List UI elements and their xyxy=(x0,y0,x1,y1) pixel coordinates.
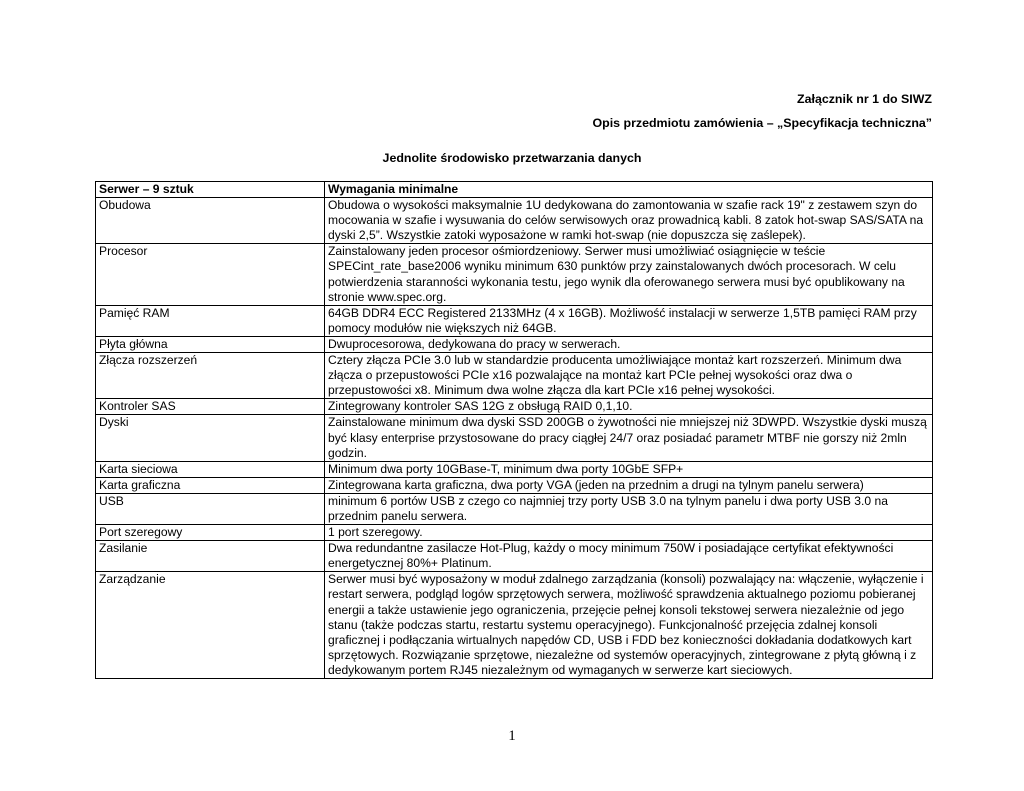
column-header-component: Serwer – 9 sztuk xyxy=(96,182,325,198)
row-name-cell: Procesor xyxy=(96,244,325,305)
row-name-cell: Kontroler SAS xyxy=(96,399,325,415)
table-row xyxy=(96,461,933,477)
row-name-cell: Karta sieciowa xyxy=(96,461,325,477)
table-row xyxy=(96,399,933,415)
table-row xyxy=(96,305,933,336)
row-requirement-cell: Zintegrowany kontroler SAS 12G z obsługą RAID 0,1,10. xyxy=(325,399,933,415)
row-requirement-cell: Cztery złącza PCIe 3.0 lub w standardzie producenta umożliwiające montaż kart rozszerzeń. Minimum dwa złącza o przepustowości PCIe x16 pozwalające na montaż kart PCIe pełnej wysokości oraz dwa o przepustowości x8. Minimum dwa wolne złącza dla kart PCIe x16 pełnej wysokości. xyxy=(325,353,933,399)
row-requirement-cell: 1 port szeregowy. xyxy=(325,525,933,541)
row-name-cell: Złącza rozszerzeń xyxy=(96,353,325,399)
row-requirement-cell: Zainstalowane minimum dwa dyski SSD 200GB o żywotności nie mniejszej niż 3DWPD. Wszystkie dyski muszą być klasy enterprise przystosowane do pracy ciągłej 24/7 oraz posiadać parametr MTBF nie gorszy niż 2mln godzin. xyxy=(325,415,933,461)
row-name-cell: Obudowa xyxy=(96,198,325,244)
table-row xyxy=(96,353,933,399)
page-number: 1 xyxy=(508,728,516,744)
table-row xyxy=(96,415,933,461)
table-row xyxy=(96,541,933,572)
row-name-cell: USB xyxy=(96,493,325,524)
document-subtitle: Jednolite środowisko przetwarzania danych xyxy=(382,151,642,165)
row-name-cell: Dyski xyxy=(96,415,325,461)
table-row xyxy=(96,244,933,305)
table-row xyxy=(96,336,933,352)
table-row xyxy=(96,572,933,679)
table-row xyxy=(96,525,933,541)
row-name-cell: Port szeregowy xyxy=(96,525,325,541)
table-row xyxy=(96,493,933,524)
column-header-requirements: Wymagania minimalne xyxy=(325,182,933,198)
row-name-cell: Płyta główna xyxy=(96,336,325,352)
row-requirement-cell: Obudowa o wysokości maksymalnie 1U dedykowana do zamontowania w szafie rack 19" z zestawem szyn do mocowania w szafie i wysuwania do celów serwisowych oraz prowadnicą kabli. 8 zatok hot-swap SAS/SATA na dyski 2,5”. Wszystkie zatoki wyposażone w ramki hot-swap (nie dopuszcza się zaślepek). xyxy=(325,198,933,244)
document-description: Opis przedmiotu zamówienia – „Specyfikacja techniczna” xyxy=(592,116,932,130)
row-requirement-cell: Minimum dwa porty 10GBase-T, minimum dwa porty 10GbE SFP+ xyxy=(325,461,933,477)
table-header-row xyxy=(96,182,933,198)
specification-table xyxy=(95,181,933,679)
row-requirement-cell: Zintegrowana karta graficzna, dwa porty VGA (jeden na przednim a drugi na tylnym panelu serwera) xyxy=(325,477,933,493)
row-requirement-cell: Dwa redundantne zasilacze Hot-Plug, każdy o mocy minimum 750W i posiadające certyfikat efektywności energetycznej 80%+ Platinum. xyxy=(325,541,933,572)
row-requirement-cell: Zainstalowany jeden procesor ośmiordzeniowy. Serwer musi umożliwiać osiągnięcie w teście SPECint_rate_base2006 wyniku minimum 630 punktów przy zainstalowanych dwóch procesorach. W celu potwierdzenia staranności wykonania testu, jego wynik dla oferowanego serwera musi być opublikowany na stronie www.spec.org. xyxy=(325,244,933,305)
row-requirement-cell: Serwer musi być wyposażony w moduł zdalnego zarządzania (konsoli) pozwalający na: włączenie, wyłączenie i restart serwera, podgląd logów sprzętowych serwera, możliwość sprawdzenia aktualnego poziomu pobieranej energii a także ustawienie jego ograniczenia, przejęcie pełnej konsoli tekstowej serwera niezależnie od jego stanu (także podczas startu, restartu systemu operacyjnego). Funkcjonalność przejęcia zdalnej konsoli graficznej i podłączania wirtualnych napędów CD, USB i FDD bez konieczności dokładania dodatkowych kart sprzętowych. Rozwiązanie sprzętowe, niezależne od systemów operacyjnych, zintegrowane z płytą główną i z dedykowanym portem RJ45 niezależnym od wymaganych w serwerze kart sieciowych. xyxy=(325,572,933,679)
row-name-cell: Zarządzanie xyxy=(96,572,325,679)
annex-title: Załącznik nr 1 do SIWZ xyxy=(797,92,932,106)
row-requirement-cell: minimum 6 portów USB z czego co najmniej trzy porty USB 3.0 na tylnym panelu i dwa porty USB 3.0 na przednim panelu serwera. xyxy=(325,493,933,524)
row-name-cell: Pamięć RAM xyxy=(96,305,325,336)
row-requirement-cell: Dwuprocesorowa, dedykowana do pracy w serwerach. xyxy=(325,336,933,352)
row-name-cell: Karta graficzna xyxy=(96,477,325,493)
table-row xyxy=(96,477,933,493)
row-requirement-cell: 64GB DDR4 ECC Registered 2133MHz (4 x 16GB). Możliwość instalacji w serwerze 1,5TB pamięci RAM przy pomocy modułów nie większych niż 64GB. xyxy=(325,305,933,336)
row-name-cell: Zasilanie xyxy=(96,541,325,572)
table-row xyxy=(96,198,933,244)
